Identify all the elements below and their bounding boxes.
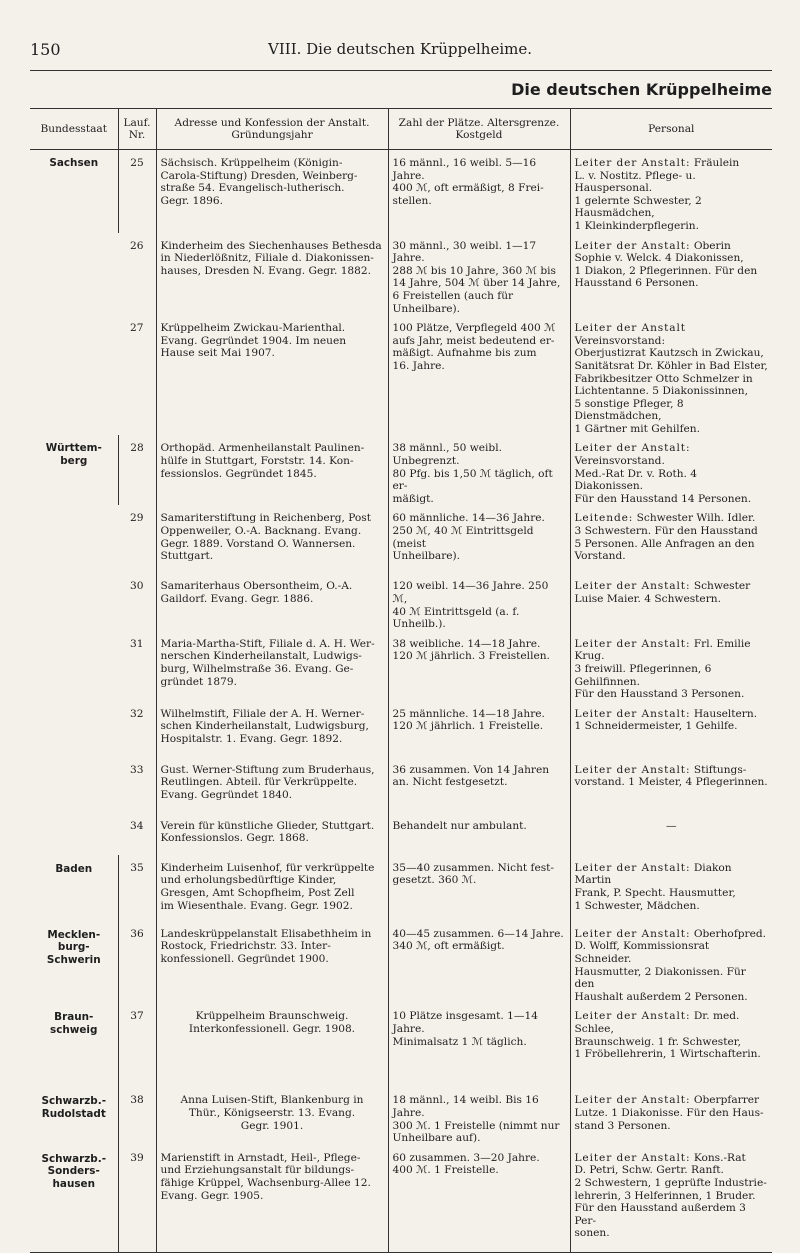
row-nr: 31	[130, 637, 144, 650]
staff-text: Diakon Martin Frank, P. Specht. Hausmutter, 1 Schwester, Mädchen.	[574, 861, 736, 912]
row-address: Samariterstiftung in Reichenberg, Post Oppenweiler, O.-A. Backnang. Evang. Gegr. 1889. Vorstand O. Wannersen. Stuttgart.	[156, 505, 388, 573]
row-staff	[570, 1145, 772, 1253]
row-nr: 33	[130, 763, 144, 776]
row-staff	[570, 233, 772, 316]
row-address: Marienstift in Arnstadt, Heil-, Pflege- und Erziehungsanstalt für bildungs- fähige Krüppel, Wachsenburg-Allee 12. Evang. Gegr. 1905.	[156, 1145, 388, 1253]
state-cell: Braun- schweig	[50, 1011, 98, 1036]
staff-lead: Leiter der Anstalt:	[574, 580, 691, 593]
table-header-row	[30, 109, 772, 150]
row-places: 25 männliche. 14—18 Jahre. 120 ℳ jährlich. 1 Freistelle.	[388, 701, 570, 757]
row-staff	[570, 701, 772, 757]
row-address: Samariterhaus Obersontheim, O.-A. Gaildorf. Evang. Gegr. 1886.	[156, 573, 388, 630]
table-row	[30, 505, 772, 573]
row-address: Sächsisch. Krüppelheim (Königin- Carola-Stiftung) Dresden, Weinberg- straße 54. Evangelisch-lutherisch. Gegr. 1896.	[156, 150, 388, 233]
row-places: 100 Plätze, Verpflegeld 400 ℳ aufs Jahr, meist bedeutend er- mäßigt. Aufnahme bis zum 16. Jahre.	[388, 315, 570, 435]
section-title: Die deutschen Krüppelheime	[511, 80, 772, 99]
row-places: 60 zusammen. 3—20 Jahre. 400 ℳ. 1 Freistelle.	[388, 1145, 570, 1253]
staff-text: Schwester Luise Maier. 4 Schwestern.	[574, 580, 751, 606]
row-nr: 36	[118, 921, 156, 1004]
state-cell: Sachsen	[49, 157, 99, 169]
row-places: 10 Plätze insgesamt. 1—14 Jahre. Minimalsatz 1 ℳ täglich.	[388, 1003, 570, 1087]
staff-lead: Leiter der Anstalt:	[574, 1151, 691, 1164]
staff-text: Hauseltern. 1 Schneidermeister, 1 Gehilfe.	[574, 707, 758, 733]
staff-text: Kons.-Rat D. Petri, Schw. Gertr. Ranft. 2 Schwestern, 1 geprüfte Industrie- lehrerin, 3 Helferinnen, 1 Bruder. Für den Hausstand außerdem 3 Per- sonen.	[574, 1151, 767, 1240]
state-cell: Baden	[55, 862, 93, 875]
row-address: Verein für künstliche Glieder, Stuttgart. Konfessionslos. Gegr. 1868.	[156, 813, 388, 855]
row-nr: 38	[118, 1087, 156, 1144]
table-row	[30, 233, 772, 316]
state-cell: Mecklen- burg- Schwerin	[46, 928, 101, 966]
row-places: 40—45 zusammen. 6—14 Jahre. 340 ℳ, oft ermäßigt.	[388, 921, 570, 1004]
row-staff	[570, 1087, 772, 1144]
row-nr: 27	[130, 322, 144, 335]
staff-text: Frl. Emilie Krug. 3 freiwill. Pflegerinnen, 6 Gehilfinnen. Für den Hausstand 3 Personen.	[574, 637, 751, 701]
staff-text: Oberin Sophie v. Welck. 4 Diakonissen, 1 Diakon, 2 Pflegerinnen. Für den Hausstand 6 Personen.	[574, 239, 758, 290]
page-header	[30, 40, 770, 70]
header-places: Zahl der Plätze. Altersgrenze. Kostgeld	[388, 109, 570, 150]
staff-text: Vereinsvorstand: Oberjustizrat Kautzsch in Zwickau, Sanitätsrat Dr. Köhler in Bad Elster, Fabrikbesitzer Otto Schmelzer in Lichtentanne. 5 Diakonissinnen, 5 sonstige Pfleger, 8 Dienstmädchen, 1 Gärtner mit Gehilfen.	[574, 334, 768, 435]
table-row	[30, 855, 772, 921]
staff-lead: Leiter der Anstalt:	[574, 763, 691, 776]
staff-text: —	[665, 819, 677, 832]
table-row	[30, 315, 772, 435]
row-nr: 28	[118, 435, 156, 505]
staff-lead: Leiter der Anstalt:	[574, 157, 691, 169]
staff-lead: Leiter der Anstalt:	[574, 927, 691, 940]
staff-text: Stiftungs- vorstand. 1 Meister, 4 Pflegerinnen.	[574, 763, 768, 789]
staff-lead: Leiter der Anstalt:	[574, 637, 691, 650]
table-row	[30, 701, 772, 757]
staff-lead: Leitende:	[574, 512, 634, 525]
row-address: Orthopäd. Armenheilanstalt Paulinen- hülfe in Stuttgart, Forststr. 14. Kon- fessionslos. Gegründet 1845.	[156, 435, 388, 505]
state-cell: Württem- berg	[45, 442, 102, 467]
staff-lead: Leiter der Anstalt:	[574, 707, 691, 720]
table-row	[30, 1087, 772, 1144]
institutions-table	[30, 108, 772, 1253]
staff-text: Schwester Wilh. Idler. 3 Schwestern. Für den Hausstand 5 Personen. Alle Anfragen an den Vorstand.	[574, 512, 758, 563]
row-nr: 39	[118, 1145, 156, 1253]
row-nr: 26	[130, 239, 144, 252]
row-staff	[570, 315, 772, 435]
row-address: Anna Luisen-Stift, Blankenburg in Thür., Königseerstr. 13. Evang. Gegr. 1901.	[156, 1087, 388, 1144]
staff-text: Dr. med. Schlee, Braunschweig. 1 fr. Schwester, 1 Fröbellehrerin, 1 Wirtschafterin.	[574, 1010, 761, 1061]
staff-lead: Leiter der Anstalt:	[574, 1010, 691, 1023]
row-address: Maria-Martha-Stift, Filiale d. A. H. Wer- nerschen Kinderheilanstalt, Ludwigs- burg, Wilhelmstraße 36. Evang. Ge- gründet 1879.	[156, 631, 388, 701]
row-address: Krüppelheim Zwickau-Marienthal. Evang. Gegründet 1904. Im neuen Hause seit Mai 1907.	[156, 315, 388, 435]
row-staff	[570, 150, 772, 233]
row-address: Krüppelheim Braunschweig. Interkonfessionell. Gegr. 1908.	[156, 1003, 388, 1087]
row-staff	[570, 757, 772, 813]
row-nr: 29	[130, 512, 144, 525]
row-places: 18 männl., 14 weibl. Bis 16 Jahre. 300 ℳ. 1 Freistelle (nimmt nur Unheilbare auf).	[388, 1087, 570, 1144]
state-cell: Schwarzb.- Sonders- hausen	[30, 1145, 118, 1253]
table-row	[30, 150, 772, 233]
row-places: 16 männl., 16 weibl. 5—16 Jahre. 400 ℳ, oft ermäßigt, 8 Frei- stellen.	[388, 150, 570, 233]
table-row	[30, 435, 772, 505]
staff-text: Oberpfarrer Lutze. 1 Diakonisse. Für den Haus- stand 3 Personen.	[574, 1094, 764, 1132]
row-nr: 37	[118, 1003, 156, 1087]
row-nr: 34	[130, 819, 144, 832]
row-address: Kinderheim des Siechenhauses Bethesda in Niederlößnitz, Filiale d. Diakonissen- hauses, Dresden N. Evang. Gegr. 1882.	[156, 233, 388, 316]
table-row	[30, 573, 772, 630]
table-row	[30, 757, 772, 813]
row-staff	[570, 435, 772, 505]
row-nr: 35	[118, 855, 156, 921]
staff-lead: Leiter der Anstalt:	[574, 239, 691, 252]
header-nr: Lauf. Nr.	[118, 109, 156, 150]
header-address: Adresse und Konfession der Anstalt. Gründungsjahr	[156, 109, 388, 150]
table-row	[30, 1003, 772, 1087]
staff-lead: Leiter der Anstalt:	[574, 861, 691, 874]
header-state: Bundesstaat	[30, 109, 118, 150]
row-nr: 30	[130, 580, 144, 593]
row-places: 38 weibliche. 14—18 Jahre. 120 ℳ jährlich. 3 Freistellen.	[388, 631, 570, 701]
row-nr: 25	[118, 150, 156, 233]
row-places: 30 männl., 30 weibl. 1—17 Jahre. 288 ℳ bis 10 Jahre, 360 ℳ bis 14 Jahre, 504 ℳ über 14 Jahre, 6 Freistellen (auch für Unheilbare).	[388, 233, 570, 316]
header-staff: Personal	[570, 109, 772, 150]
staff-lead: Leiter der Anstalt:	[574, 1094, 691, 1107]
row-address: Kinderheim Luisenhof, für verkrüppelte und erholungsbedürftige Kinder, Gresgen, Amt Schopfheim, Post Zell im Wiesenthale. Evang. Gegr. 1902.	[156, 855, 388, 921]
running-head: VIII. Die deutschen Krüppelheime.	[268, 40, 532, 58]
row-address: Landeskrüppelanstalt Elisabethheim in Rostock, Friedrichstr. 33. Inter- konfessionell. Gegründet 1900.	[156, 921, 388, 1004]
row-staff	[570, 855, 772, 921]
row-places: 38 männl., 50 weibl. Unbegrenzt. 80 Pfg. bis 1,50 ℳ täglich, oft er- mäßigt.	[388, 435, 570, 505]
state-cell: Schwarzb.- Rudolstadt	[41, 1095, 107, 1120]
row-places: 60 männliche. 14—36 Jahre. 250 ℳ, 40 ℳ Eintrittsgeld (meist Unheilbare).	[388, 505, 570, 573]
staff-lead: Leiter der Anstalt	[574, 322, 686, 335]
row-staff	[570, 1003, 772, 1087]
staff-lead: Leiter der Anstalt:	[574, 442, 691, 455]
row-places: Behandelt nur ambulant.	[388, 813, 570, 855]
page-number: 150	[30, 40, 61, 59]
staff-text: Vereinsvorstand. Med.-Rat Dr. v. Roth. 4 Diakonissen. Für den Hausstand 14 Personen.	[574, 455, 752, 505]
row-staff	[570, 505, 772, 573]
staff-text: Fräulein L. v. Nostitz. Pflege- u. Hauspersonal. 1 gelernte Schwester, 2 Hausmädchen, 1 Kleinkinderpflegerin.	[574, 157, 740, 232]
table-row	[30, 1145, 772, 1253]
row-staff	[570, 921, 772, 1004]
row-nr: 32	[130, 707, 144, 720]
table-row	[30, 921, 772, 1004]
table-row	[30, 631, 772, 701]
row-staff	[570, 813, 772, 855]
staff-text: Oberhofpred. D. Wolff, Kommissionsrat Schneider. Hausmutter, 2 Diakonissen. Für den Haushalt außerdem 2 Personen.	[574, 927, 766, 1003]
row-staff	[570, 573, 772, 630]
row-address: Gust. Werner-Stiftung zum Bruderhaus, Reutlingen. Abteil. für Verkrüppelte. Evang. Gegründet 1840.	[156, 757, 388, 813]
row-staff	[570, 631, 772, 701]
row-address: Wilhelmstift, Filiale der A. H. Werner- schen Kinderheilanstalt, Ludwigsburg, Hospitalstr. 1. Evang. Gegr. 1892.	[156, 701, 388, 757]
table-row	[30, 813, 772, 855]
header-rule	[30, 70, 772, 71]
row-places: 120 weibl. 14—36 Jahre. 250 ℳ, 40 ℳ Eintrittsgeld (a. f. Unheilb.).	[388, 573, 570, 630]
row-places: 36 zusammen. Von 14 Jahren an. Nicht festgesetzt.	[388, 757, 570, 813]
row-places: 35—40 zusammen. Nicht fest- gesetzt. 360 ℳ.	[388, 855, 570, 921]
